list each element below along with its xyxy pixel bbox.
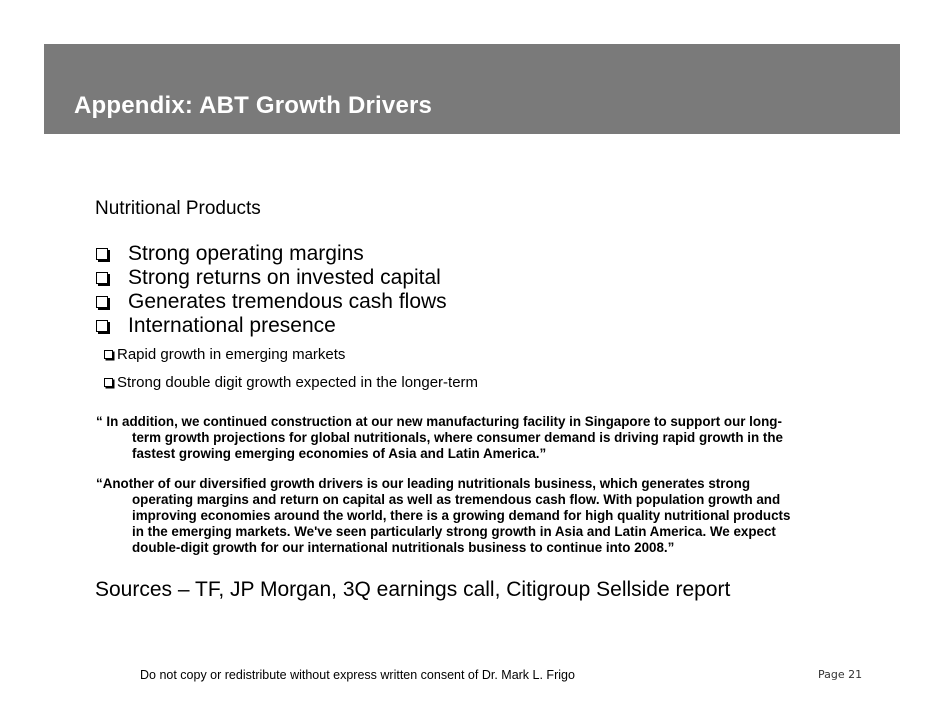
sub-bullet-text: Strong double digit growth expected in the longer-term bbox=[117, 373, 479, 391]
quote-line: “ In addition, we continued construction at our new manufacturing facility in Singapore to support our long- bbox=[96, 414, 782, 429]
quote-growth-drivers bbox=[96, 476, 856, 556]
quote-line: operating margins and return on capital as well as tremendous cash flow. With population growth and bbox=[132, 492, 781, 507]
bullet-item bbox=[96, 290, 447, 314]
checkbox-bullet-icon bbox=[96, 248, 108, 260]
title-bar bbox=[44, 44, 900, 134]
section-heading: Nutritional Products bbox=[95, 198, 261, 219]
quote-line: improving economies around the world, there is a growing demand for high quality nutritional products bbox=[132, 508, 791, 523]
quote-line: double-digit growth for our international nutritionals business to continue into 2008.” bbox=[132, 540, 675, 555]
sources-line: Sources – TF, JP Morgan, 3Q earnings call, Citigroup Sellside report bbox=[95, 578, 731, 601]
quote-singapore bbox=[96, 414, 856, 462]
quote-line: in the emerging markets. We've seen particularly strong growth in Asia and Latin America. We expect bbox=[132, 524, 776, 539]
bullet-text: Strong operating margins bbox=[128, 242, 364, 265]
bullet-item bbox=[96, 242, 447, 266]
bullet-text: Strong returns on invested capital bbox=[128, 266, 441, 289]
main-bullet-list bbox=[96, 242, 447, 338]
checkbox-bullet-icon bbox=[96, 320, 108, 332]
bullet-item bbox=[96, 266, 447, 290]
quote-line: fastest growing emerging economies of Asia and Latin America.” bbox=[132, 446, 547, 461]
quote-line: “Another of our diversified growth drivers is our leading nutritionals business, which generates strong bbox=[96, 476, 751, 491]
checkbox-bullet-icon bbox=[104, 378, 113, 387]
bullet-item bbox=[96, 314, 447, 338]
sub-bullet-list bbox=[104, 340, 478, 396]
bullet-text: Generates tremendous cash flows bbox=[128, 290, 447, 313]
bullet-text: International presence bbox=[128, 314, 336, 337]
footer-disclaimer: Do not copy or redistribute without express written consent of Dr. Mark L. Frigo bbox=[140, 668, 575, 682]
sub-bullet-item bbox=[104, 368, 478, 396]
checkbox-bullet-icon bbox=[96, 296, 108, 308]
checkbox-bullet-icon bbox=[96, 272, 108, 284]
checkbox-bullet-icon bbox=[104, 350, 113, 359]
sub-bullet-text: Rapid growth in emerging markets bbox=[117, 345, 346, 363]
slide-title: Appendix: ABT Growth Drivers bbox=[74, 92, 433, 119]
sub-bullet-item bbox=[104, 340, 478, 368]
page-number: Page 21 bbox=[818, 668, 863, 681]
quote-line: term growth projections for global nutritionals, where consumer demand is driving rapid growth in the bbox=[132, 430, 783, 445]
